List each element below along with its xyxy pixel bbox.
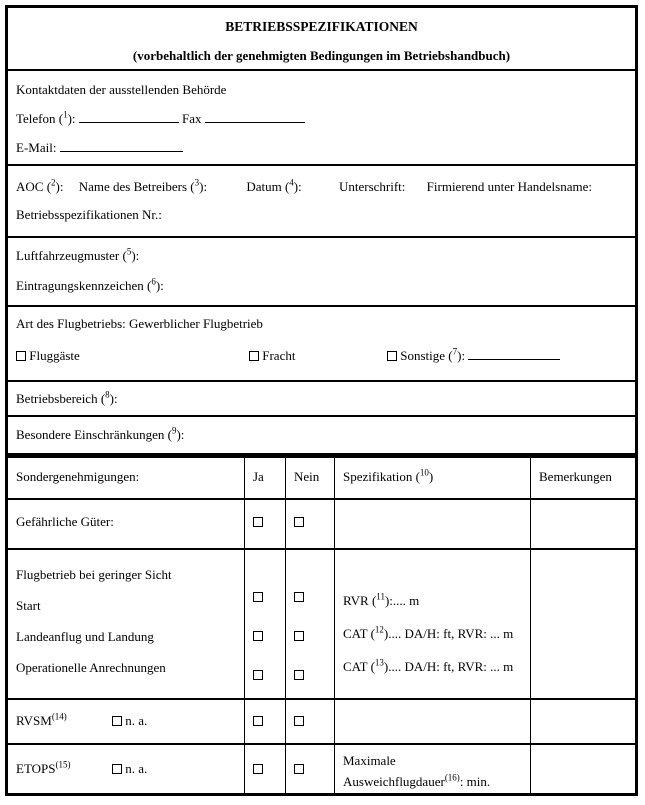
footnote-ref-14: (14) xyxy=(51,711,67,722)
checkbox-fracht[interactable] xyxy=(249,351,259,361)
footnote-ref-10: 10 xyxy=(419,467,429,478)
checkbox-nein-lvo-approach[interactable] xyxy=(294,631,304,641)
telefon-input-line[interactable] xyxy=(79,111,179,123)
aoc-section xyxy=(8,166,635,238)
contact-heading: Kontaktdaten der ausstellenden Behörde xyxy=(16,82,227,97)
footnote-ref-13: 13 xyxy=(374,657,384,668)
operation-type-section xyxy=(8,307,635,382)
label-part: ): xyxy=(176,427,185,442)
other-label xyxy=(400,348,465,363)
label-part: Betriebsbereich ( xyxy=(16,391,106,406)
label-part: ): xyxy=(199,179,208,194)
low-visibility-remarks-cell xyxy=(530,550,635,698)
label-part: ): xyxy=(131,248,140,263)
label-part: Besondere Einschränkungen ( xyxy=(16,427,172,442)
checkbox-nein-lvo-credits[interactable] xyxy=(294,670,304,680)
footnote-ref-3: 3 xyxy=(194,177,200,188)
label-part: CAT ( xyxy=(343,659,375,674)
trade-name-label: Firmierend unter Handelsname: xyxy=(426,179,592,194)
title-section xyxy=(8,8,635,71)
low-visibility-title: Flugbetrieb bei geringer Sicht xyxy=(16,567,172,582)
row-etops xyxy=(8,743,635,793)
checkbox-nein-etops[interactable] xyxy=(294,764,304,774)
approvals-table xyxy=(8,455,635,793)
email-input-line[interactable] xyxy=(60,140,183,152)
rvsm-remarks-cell xyxy=(530,700,635,743)
passengers-label: Fluggäste xyxy=(29,348,80,363)
label-part: Telefon ( xyxy=(16,111,64,126)
label-part: Spezifikation ( xyxy=(343,469,420,484)
other-input-line[interactable] xyxy=(468,348,560,360)
etops-spec-cell xyxy=(334,745,530,793)
option-other xyxy=(387,348,560,364)
low-visibility-spec-cell xyxy=(334,550,530,698)
footnote-ref-15: (15) xyxy=(55,759,71,770)
dangerous-goods-label: Gefährliche Güter: xyxy=(16,514,114,529)
label-part: Ausweichflugdauer xyxy=(343,774,445,789)
cargo-label: Fracht xyxy=(262,348,296,363)
spec-cat-approach xyxy=(343,617,530,650)
area-of-operation-section xyxy=(8,382,635,417)
fax-label: Fax xyxy=(182,111,202,126)
row-low-visibility xyxy=(8,548,635,698)
checkbox-etops-na[interactable] xyxy=(112,764,122,774)
footnote-ref-2: 2 xyxy=(51,177,56,188)
label-part: ) xyxy=(428,469,434,484)
dangerous-goods-spec-cell xyxy=(334,500,530,548)
etops-na-label: n. a. xyxy=(125,761,148,776)
betriebsspezifikationen-form xyxy=(5,5,638,796)
checkbox-fluggaeste[interactable] xyxy=(16,351,26,361)
limitations-label xyxy=(16,427,184,442)
fax-input-line[interactable] xyxy=(205,111,305,123)
footnote-ref-6: 6 xyxy=(151,276,156,287)
checkbox-ja-lvo-credits[interactable] xyxy=(253,670,263,680)
aircraft-model-label xyxy=(16,248,139,263)
spec-cat-credits xyxy=(343,650,530,683)
date-label xyxy=(246,179,301,194)
spec-rvr xyxy=(343,584,530,617)
checkbox-sonstige[interactable] xyxy=(387,351,397,361)
contact-section xyxy=(8,71,635,166)
signature-label: Unterschrift: xyxy=(338,179,406,194)
label-part: ).... DA/H: ft, RVR: ... m xyxy=(383,659,514,674)
rvsm-label xyxy=(16,713,112,729)
label-part: RVSM xyxy=(16,713,52,728)
email-label: E-Mail: xyxy=(16,140,57,155)
checkbox-ja-lvo-start[interactable] xyxy=(253,592,263,602)
checkbox-ja-dangerous-goods[interactable] xyxy=(253,517,263,527)
operation-type-label: Art des Flugbetriebs: Gewerblicher Flugbetrieb xyxy=(16,316,263,331)
etops-spec-line2 xyxy=(343,771,530,792)
label-part: ETOPS xyxy=(16,761,56,776)
footnote-ref-12: 12 xyxy=(374,624,384,635)
rvsm-spec-cell xyxy=(334,700,530,743)
label-part: ): xyxy=(457,348,466,363)
label-part: ).... DA/H: ft, RVR: ... m xyxy=(383,626,514,641)
checkbox-ja-etops[interactable] xyxy=(253,764,263,774)
low-visibility-start-label: Start xyxy=(16,598,41,613)
label-part: ): xyxy=(155,278,164,293)
header-specification xyxy=(334,458,530,498)
label-part: CAT ( xyxy=(343,626,375,641)
label-part: ): xyxy=(109,391,118,406)
aoc-label xyxy=(16,179,63,194)
header-yes: Ja xyxy=(244,458,285,498)
low-visibility-approach-label: Landeanflug und Landung xyxy=(16,629,154,644)
label-part: ): xyxy=(67,111,76,126)
row-dangerous-goods xyxy=(8,498,635,548)
option-passengers xyxy=(16,348,80,364)
checkbox-ja-lvo-approach[interactable] xyxy=(253,631,263,641)
etops-na-option xyxy=(112,761,147,777)
label-part: ):.... m xyxy=(384,593,420,608)
etops-spec-line1: Maximale xyxy=(343,753,396,768)
label-part: Eintragungskennzeichen ( xyxy=(16,278,152,293)
checkbox-ja-rvsm[interactable] xyxy=(253,716,263,726)
table-header-row xyxy=(8,458,635,498)
dangerous-goods-remarks-cell xyxy=(530,500,635,548)
low-visibility-credits-label: Operationelle Anrechnungen xyxy=(16,660,166,675)
footnote-ref-5: 5 xyxy=(126,246,132,257)
label-part: Name des Betreibers ( xyxy=(78,179,195,194)
low-visibility-labels xyxy=(8,550,244,698)
label-part: ): xyxy=(293,179,302,194)
etops-label xyxy=(16,761,112,777)
header-approvals: Sondergenehmigungen: xyxy=(16,469,140,484)
form-subtitle: (vorbehaltlich der genehmigten Bedingungen im Betriebshandbuch) xyxy=(132,48,511,63)
label-part: Datum ( xyxy=(246,179,290,194)
low-visibility-ja-cell xyxy=(244,550,285,698)
footnote-ref-4: 4 xyxy=(289,177,294,188)
checkbox-nein-lvo-start[interactable] xyxy=(294,592,304,602)
rvsm-na-label: n. a. xyxy=(125,713,148,728)
operator-name-label xyxy=(79,179,207,194)
telefon-label xyxy=(16,111,76,126)
label-part: Sonstige ( xyxy=(400,348,453,363)
header-remarks: Bemerkungen xyxy=(530,458,635,498)
footnote-ref-16: (16) xyxy=(444,772,460,783)
checkbox-nein-rvsm[interactable] xyxy=(294,716,304,726)
checkbox-nein-dangerous-goods[interactable] xyxy=(294,517,304,527)
form-title: BETRIEBSSPEZIFIKATIONEN xyxy=(225,19,418,34)
label-part: Luftfahrzeugmuster ( xyxy=(16,248,127,263)
row-rvsm xyxy=(8,698,635,743)
area-label xyxy=(16,391,118,406)
checkbox-rvsm-na[interactable] xyxy=(112,716,122,726)
footnote-ref-8: 8 xyxy=(105,389,110,400)
rvsm-na-option xyxy=(112,713,147,729)
label-part: AOC ( xyxy=(16,179,52,194)
etops-remarks-cell xyxy=(530,745,635,793)
footnote-ref-7: 7 xyxy=(452,346,458,357)
option-cargo xyxy=(249,348,295,364)
opspec-number-label: Betriebsspezifikationen Nr.: xyxy=(16,207,162,222)
footnote-ref-9: 9 xyxy=(171,425,177,436)
footnote-ref-11: 11 xyxy=(376,591,385,602)
label-part: ): xyxy=(55,179,64,194)
label-part: RVR ( xyxy=(343,593,377,608)
label-part: : min. xyxy=(459,774,491,789)
special-limitations-section xyxy=(8,417,635,455)
registration-marks-label xyxy=(16,278,164,293)
low-visibility-nein-cell xyxy=(285,550,334,698)
header-no: Nein xyxy=(285,458,334,498)
footnote-ref-1: 1 xyxy=(63,109,68,120)
aircraft-section xyxy=(8,238,635,307)
